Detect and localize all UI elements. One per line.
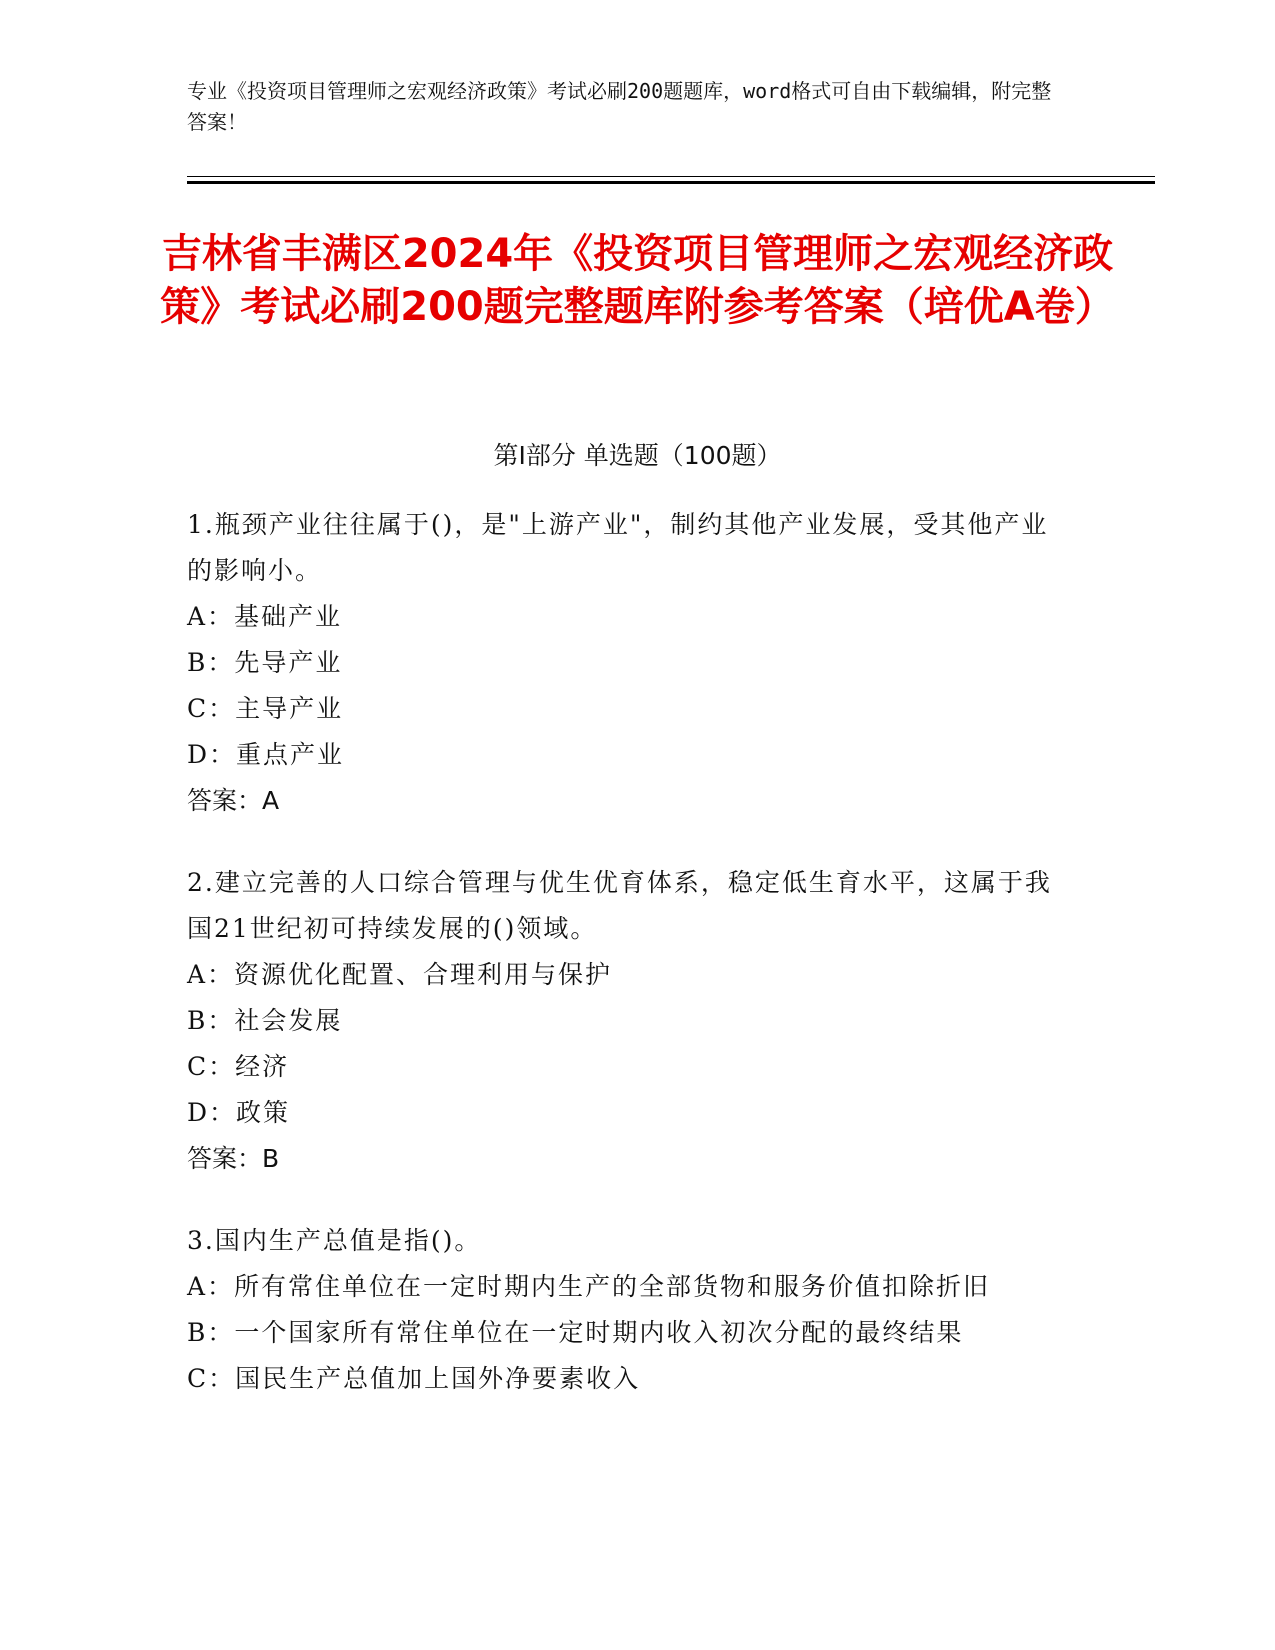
- header-note: 专业《投资项目管理师之宏观经济政策》考试必刷200题题库，word格式可自由下载编辑，附完整答案！: [187, 79, 1052, 134]
- option-d: D：重点产业: [187, 740, 345, 769]
- option-b: B：一个国家所有常住单位在一定时期内收入初次分配的最终结果: [187, 1318, 964, 1347]
- option-a: A：基础产业: [187, 602, 343, 631]
- option-a: A：所有常住单位在一定时期内生产的全部货物和服务价值扣除折旧: [187, 1272, 991, 1301]
- option-c: C：经济: [187, 1052, 290, 1081]
- option-c: C：主导产业: [187, 694, 344, 723]
- question-text: 3.国内生产总值是指()。: [187, 1226, 482, 1255]
- answer-label: 答案：B: [187, 1144, 280, 1173]
- option-a: A：资源优化配置、合理利用与保护: [187, 960, 613, 989]
- option-d: D：政策: [187, 1098, 291, 1127]
- option-b: B：先导产业: [187, 648, 343, 677]
- option-b: B：社会发展: [187, 1006, 343, 1035]
- question-3: [187, 1218, 1067, 1402]
- question-2: [187, 860, 1067, 1182]
- header-divider-thin: [187, 176, 1155, 177]
- answer-label: 答案：A: [187, 786, 280, 815]
- document-title: 吉林省丰满区2024年《投资项目管理师之宏观经济政策》考试必刷200题完整题库附参考答案（培优A卷）: [160, 231, 1115, 330]
- option-c: C：国民生产总值加上国外净要素收入: [187, 1364, 641, 1393]
- header-divider-thick: [187, 181, 1155, 184]
- question-text: 1.瓶颈产业往往属于()，是"上游产业"，制约其他产业发展，受其他产业的影响小。: [187, 510, 1049, 585]
- question-1: [187, 502, 1067, 824]
- section-title: 第Ⅰ部分 单选题（100题）: [493, 441, 782, 470]
- question-text: 2.建立完善的人口综合管理与优生优育体系，稳定低生育水平，这属于我国21世纪初可持续发展的()领域。: [187, 868, 1052, 943]
